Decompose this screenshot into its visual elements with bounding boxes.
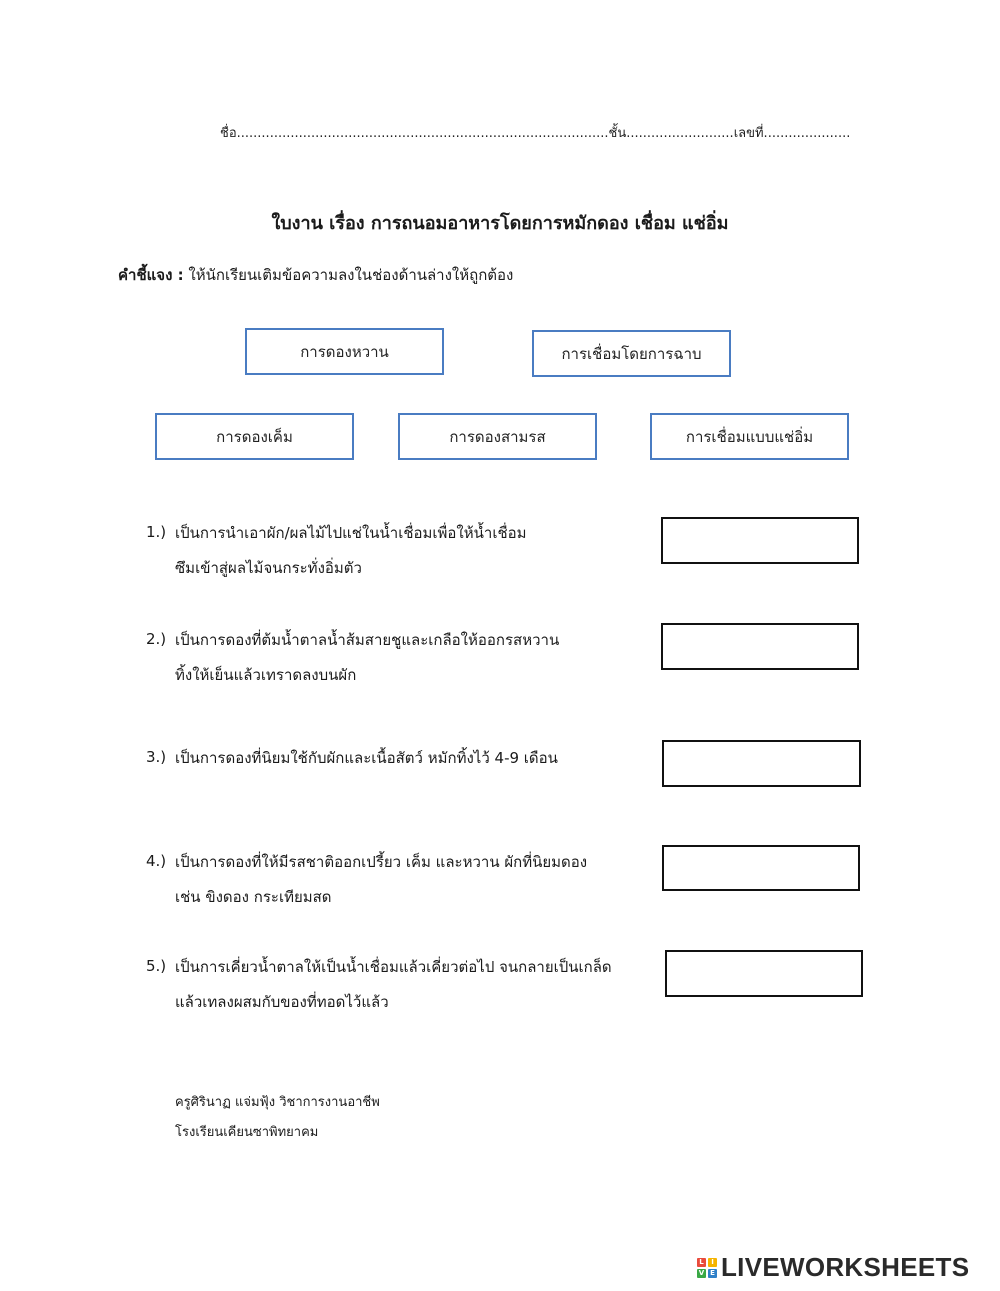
logo-mark-cell: L bbox=[697, 1258, 706, 1267]
answer-box-2[interactable] bbox=[661, 623, 859, 670]
question-line: ทิ้งให้เย็นแล้วเทราดลงบนผัก bbox=[175, 666, 357, 684]
worksheet-title: ใบงาน เรื่อง การถนอมอาหารโดยการหมักดอง เชื่อม แช่อิ่ม bbox=[271, 213, 729, 234]
question-number: 1.) bbox=[146, 523, 167, 541]
liveworksheets-logo bbox=[697, 1252, 969, 1283]
question-line: เป็นการดองที่ต้มน้ำตาลน้ำส้มสายชูและเกลือให้ออกรสหวาน bbox=[175, 631, 560, 649]
answer-box-4[interactable] bbox=[662, 845, 860, 891]
question-line: เช่น ขิงดอง กระเทียมสด bbox=[175, 888, 332, 906]
teacher-name: ครูศิรินาฏ แจ่มฟุ้ง วิชาการงานอาชีพ bbox=[175, 1095, 380, 1110]
question-line: เป็นการดองที่ให้มีรสชาติออกเปรี้ยว เค็ม และหวาน ผักที่นิยมดอง bbox=[175, 853, 588, 871]
instruction-label: คำชี้แจง : bbox=[118, 266, 184, 284]
question-number: 5.) bbox=[146, 957, 167, 975]
instruction-text: ให้นักเรียนเติมข้อความลงในช่องด้านล่างให้ถูกต้อง bbox=[183, 266, 514, 284]
option-box-coated-candy[interactable]: การเชื่อมโดยการฉาบ bbox=[532, 330, 731, 377]
footer bbox=[175, 1088, 380, 1148]
question-line: เป็นการดองที่นิยมใช้กับผักและเนื้อสัตว์ หมักทิ้งไว้ 4-9 เดือน bbox=[175, 749, 558, 767]
question-number: 3.) bbox=[146, 748, 167, 766]
logo-mark-cell: V bbox=[698, 1268, 705, 1277]
answer-box-3[interactable] bbox=[662, 740, 861, 787]
liveworksheets-logo-icon bbox=[697, 1258, 717, 1278]
question-text bbox=[175, 950, 612, 1020]
question-line: แล้วเทลงผสมกับของที่ทอดไว้แล้ว bbox=[175, 993, 389, 1011]
question-text bbox=[175, 516, 527, 586]
question-text bbox=[175, 623, 559, 693]
answer-box-5[interactable] bbox=[665, 950, 863, 997]
question-number: 4.) bbox=[146, 852, 167, 870]
liveworksheets-wordmark: LIVEWORKSHEETS bbox=[721, 1252, 970, 1282]
logo-mark-cell: I bbox=[708, 1258, 717, 1267]
option-box-sweet-pickle[interactable]: การดองหวาน bbox=[245, 328, 444, 375]
instruction bbox=[118, 263, 513, 287]
question-line: ซึมเข้าสู่ผลไม้จนกระทั่งอิ่มตัว bbox=[175, 559, 362, 577]
student-info-line: ชื่อ..........................................................................................ชั้น..........................เลขที่..................... bbox=[220, 126, 851, 141]
question-line: เป็นการเคี่ยวน้ำตาลให้เป็นน้ำเชื่อมแล้วเคี่ยวต่อไป จนกลายเป็นเกล็ด bbox=[175, 958, 612, 976]
option-box-three-flavor-pickle[interactable]: การดองสามรส bbox=[398, 413, 597, 460]
question-text bbox=[175, 741, 558, 776]
logo-mark-cell: E bbox=[708, 1269, 717, 1278]
answer-box-1[interactable] bbox=[661, 517, 859, 564]
question-text bbox=[175, 845, 587, 915]
option-box-salted-pickle[interactable]: การดองเค็ม bbox=[155, 413, 354, 460]
question-line: เป็นการนำเอาผัก/ผลไม้ไปแช่ในน้ำเชื่อมเพื่อให้น้ำเชื่อม bbox=[175, 524, 527, 542]
option-box-soaked-candy[interactable]: การเชื่อมแบบแช่อิ่ม bbox=[650, 413, 849, 460]
question-number: 2.) bbox=[146, 630, 167, 648]
school-name: โรงเรียนเคียนซาพิทยาคม bbox=[175, 1125, 319, 1140]
